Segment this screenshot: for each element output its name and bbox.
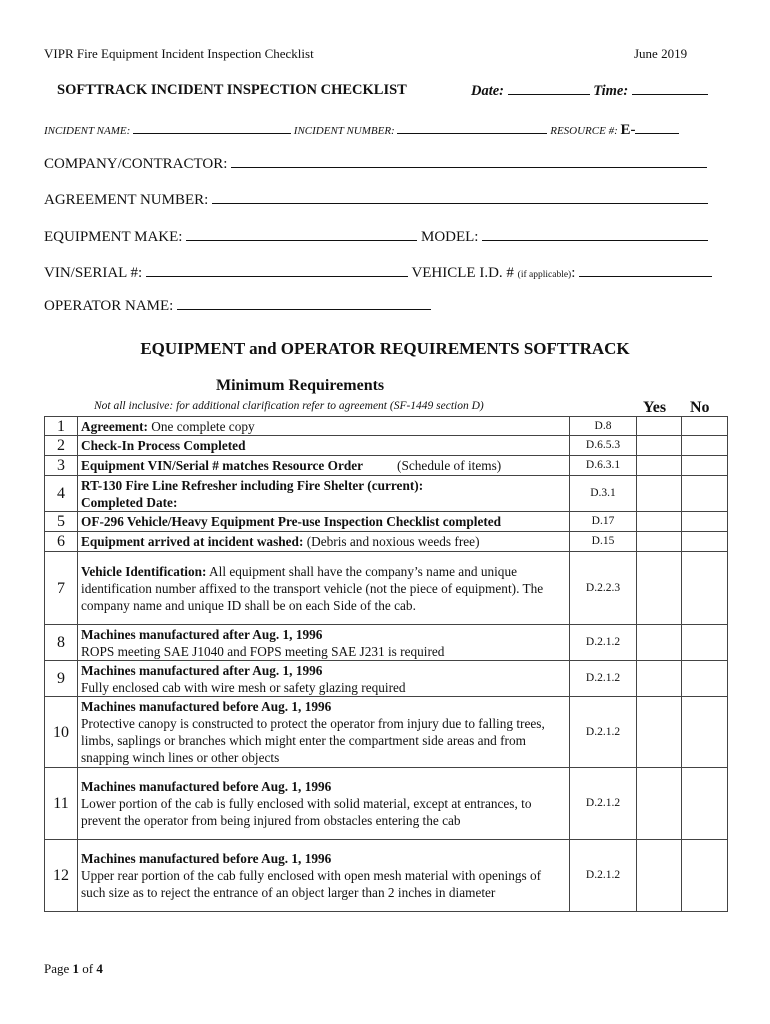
reference-code: D.2.1.2 [570,697,637,768]
reference-code: D.6.3.1 [570,456,637,476]
model-input-line[interactable] [482,228,708,241]
reference-code: D.2.1.2 [570,768,637,840]
row-number: 1 [45,417,78,436]
vehicle-id-input-line[interactable] [579,264,712,277]
table-row [45,552,728,625]
yes-checkbox-cell[interactable] [637,552,682,625]
reference-code: D.2.1.2 [570,625,637,661]
table-row [45,768,728,840]
form-title: SOFTTRACK INCIDENT INSPECTION CHECKLIST [57,82,407,98]
yes-checkbox-cell[interactable] [637,768,682,840]
time-label: Time: [593,83,629,99]
yes-checkbox-cell[interactable] [637,840,682,912]
table-row [45,697,728,768]
no-checkbox-cell[interactable] [682,476,728,512]
date-field[interactable] [471,82,708,100]
no-checkbox-cell[interactable] [682,552,728,625]
equipment-make-input-line[interactable] [186,228,417,241]
row-number: 2 [45,436,78,456]
requirement-bold: Check-In Process Completed [81,438,246,453]
agreement-input-line[interactable] [212,191,708,204]
requirement-bold: Machines manufactured before Aug. 1, 1996 [81,699,332,714]
vin-vehicle-field: VIN/SERIAL #: VEHICLE I.D. # (if applicable): [44,264,712,282]
requirement-detail: Upper rear portion of the cab fully enclosed with open mesh material with openings of such size as to reject the entrance of an object larger than 2 inches in diameter [81,868,542,900]
table-row [45,661,728,697]
yes-checkbox-cell[interactable] [637,436,682,456]
incident-name-label: INCIDENT NAME: [44,125,131,137]
row-number: 5 [45,512,78,532]
incident-row [44,121,679,139]
requirement-bold: Machines manufactured before Aug. 1, 1996 [81,851,332,866]
yes-checkbox-cell[interactable] [637,661,682,697]
operator-field [44,297,431,315]
page-number: 1 [72,961,80,976]
page-indicator [44,961,103,977]
date-label: Date: [471,83,505,99]
reference-code: D.2.1.2 [570,661,637,697]
no-checkbox-cell[interactable] [682,625,728,661]
row-number: 3 [45,456,78,476]
no-checkbox-cell[interactable] [682,417,728,436]
row-number: 12 [45,840,78,912]
reference-code: D.6.5.3 [570,436,637,456]
table-row [45,532,728,552]
incident-name-input-line[interactable] [133,121,291,134]
table-row [45,436,728,456]
requirement-text [78,661,570,697]
requirement-detail: (Debris and noxious weeds free) [303,534,480,549]
yes-column-header: Yes [643,399,667,416]
make-model-field [44,228,708,246]
company-field [44,155,707,173]
no-checkbox-cell[interactable] [682,532,728,552]
date-input-line[interactable] [508,82,590,95]
reference-code: D.17 [570,512,637,532]
vehicle-id-label: VEHICLE I.D. # [411,265,514,281]
table-row [45,456,728,476]
yes-checkbox-cell[interactable] [637,625,682,661]
document-header-date: June 2019 [634,46,688,61]
agreement-label: AGREEMENT NUMBER: [44,192,209,208]
reference-code: D.2.1.2 [570,840,637,912]
incident-number-label: INCIDENT NUMBER: [293,125,395,137]
requirement-text [78,532,570,552]
row-number: 11 [45,768,78,840]
row-number: 9 [45,661,78,697]
requirement-text [78,417,570,436]
row-number: 8 [45,625,78,661]
resource-label: RESOURCE #: [550,125,618,137]
requirement-bold: Vehicle Identification: [81,563,207,579]
reference-code: D.15 [570,532,637,552]
requirement-text [78,697,570,768]
agreement-field [44,191,708,209]
table-row [45,625,728,661]
yes-checkbox-cell[interactable] [637,532,682,552]
requirement-detail: All equipment shall have the company’s name and unique identification number affixed to the transport vehicle (not the piece of equipment). The company name and unique ID shall be on each Side of the cab. [81,563,544,613]
row-number: 4 [45,476,78,512]
section-title: EQUIPMENT and OPERATOR REQUIREMENTS SOFTTRACK [140,339,630,358]
incident-number-input-line[interactable] [397,121,547,134]
requirement-bold: Machines manufactured after Aug. 1, 1996 [81,662,323,678]
requirement-text [78,436,570,456]
no-checkbox-cell[interactable] [682,768,728,840]
no-checkbox-cell[interactable] [682,697,728,768]
requirements-table [44,416,728,912]
yes-checkbox-cell[interactable] [637,697,682,768]
yes-checkbox-cell[interactable] [637,456,682,476]
table-row [45,512,728,532]
equipment-make-label: EQUIPMENT MAKE: [44,229,183,245]
operator-input-line[interactable] [177,297,431,310]
time-input-line[interactable] [632,82,708,95]
page-prefix: Page [44,961,73,976]
yes-checkbox-cell[interactable] [637,417,682,436]
requirement-text [78,552,570,625]
requirement-text [78,840,570,912]
reference-code: D.8 [570,417,637,436]
company-input-line[interactable] [231,155,707,168]
requirement-text [78,768,570,840]
requirement-detail: One complete copy [147,418,255,434]
requirement-detail: Fully enclosed cab with wire mesh or safety glazing required [81,679,406,695]
vehicle-id-note: (if applicable) [517,270,572,280]
table-row [45,417,728,436]
requirement-text [78,625,570,661]
company-label: COMPANY/CONTRACTOR: [44,156,228,172]
row-number: 6 [45,532,78,552]
yes-checkbox-cell[interactable] [637,512,682,532]
completed-date-label: Completed Date: [81,494,178,510]
reference-code: D.2.2.3 [570,552,637,625]
row-number: 7 [45,552,78,625]
resource-prefix: E- [620,122,636,138]
requirement-bold: Equipment arrived at incident washed: [81,534,304,549]
page-total: 4 [96,961,103,976]
vin-input-line[interactable] [146,264,408,277]
requirement-text [78,476,570,512]
minimum-requirements-title: Minimum Requirements [216,377,385,394]
table-row [45,840,728,912]
resource-input-line[interactable] [635,121,679,134]
requirement-bold: Equipment VIN/Serial # matches Resource Order [81,458,364,473]
row-number: 10 [45,697,78,768]
requirement-detail: ROPS meeting SAE J1040 and FOPS meeting SAE J231 is required [81,643,445,659]
no-column-header: No [690,399,710,416]
yes-checkbox-cell[interactable] [637,476,682,512]
requirement-bold: Agreement: [81,418,148,434]
no-checkbox-cell[interactable] [682,661,728,697]
requirement-bold: OF-296 Vehicle/Heavy Equipment Pre-use Inspection Checklist completed [81,514,502,529]
document-header-title: VIPR Fire Equipment Incident Inspection Checklist [44,46,314,61]
requirement-text [78,512,570,532]
operator-label: OPERATOR NAME: [44,298,174,314]
no-checkbox-cell[interactable] [682,512,728,532]
requirement-bold: Machines manufactured before Aug. 1, 1996 [81,779,332,794]
table-row [45,476,728,512]
requirement-bold: Machines manufactured after Aug. 1, 1996 [81,626,323,642]
clarification-note: Not all inclusive: for additional clarification refer to agreement (SF-1449 section D) [94,400,484,412]
requirement-detail: Lower portion of the cab is fully enclosed with solid material, except at entrances, to prevent the operator from being injured from obstacles entering the cab [81,796,532,828]
requirement-bold: RT-130 Fire Line Refresher including Fire Shelter (current): [81,477,424,493]
requirement-detail: Protective canopy is constructed to protect the operator from injury due to falling trees, limbs, saplings or branches which might enter the compartment side areas and from snapping winch lines or other objects [81,716,545,765]
vin-label: VIN/SERIAL #: [44,265,143,281]
model-label: MODEL: [420,229,479,245]
requirement-detail: (Schedule of items) [397,458,502,473]
page-mid: of [79,961,97,976]
no-checkbox-cell[interactable] [682,456,728,476]
reference-code: D.3.1 [570,476,637,512]
no-checkbox-cell[interactable] [682,436,728,456]
requirement-text [78,456,570,476]
no-checkbox-cell[interactable] [682,840,728,912]
